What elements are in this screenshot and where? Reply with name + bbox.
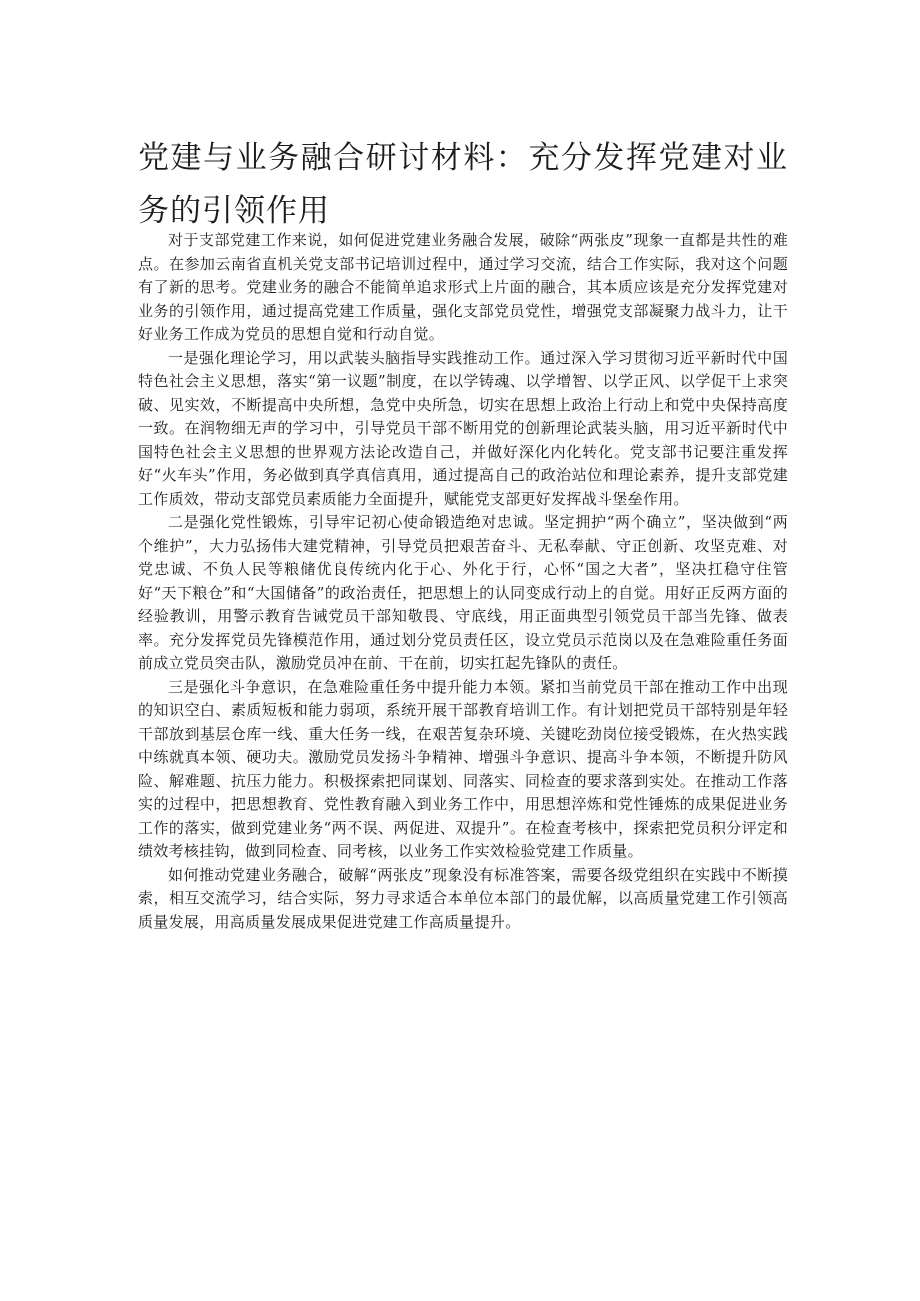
document-body bbox=[138, 229, 788, 934]
paragraph-intro: 对于支部党建工作来说，如何促进党建业务融合发展，破除“两张皮”现象一直都是共性的难点。在参加云南省直机关党支部书记培训过程中，通过学习交流，结合工作实际，我对这个问题有了新的思考。党建业务的融合不能简单追求形式上片面的融合，其本质应该是充分发挥党建对业务的引领作用，通过提高党建工作质量，强化支部党员党性，增强党支部凝聚力战斗力，让干好业务工作成为党员的思想自觉和行动自觉。 bbox=[138, 231, 788, 343]
document-title: 党建与业务融合研讨材料：充分发挥党建对业务的引领作用 bbox=[138, 140, 788, 229]
paragraph-party-spirit: 二是强化党性锻炼，引导牢记初心使命锻造绝对忠诚。坚定拥护“两个确立”，坚决做到“两个维护”，大力弘扬伟大建党精神，引导党员把艰苦奋斗、无私奉献、守正创新、攻坚克难、对党忠诚、不负人民等粮储优良传统内化于心、外化于行，心怀“国之大者”，坚决扛稳守住管好“天下粮仓”和“大国储备”的政治责任，把思想上的认同变成行动上的自觉。用好正反两方面的经验教训，用警示教育告诫党员干部知敬畏、守底线，用正面典型引领党员干部当先锋、做表率。充分发挥党员先锋模范作用，通过划分党员责任区，设立党员示范岗以及在急难险重任务面前成立党员突击队，激励党员冲在前、干在前，切实扛起先锋队的责任。 bbox=[138, 513, 788, 672]
paragraph-conclusion: 如何推动党建业务融合，破解“两张皮”现象没有标准答案，需要各级党组织在实践中不断摸索，相互交流学习，结合实际，努力寻求适合本单位本部门的最优解，以高质量党建工作引领高质量发展，用高质量发展成果促进党建工作高质量提升。 bbox=[138, 865, 788, 931]
paragraph-struggle-awareness: 三是强化斗争意识，在急难险重任务中提升能力本领。紧扣当前党员干部在推动工作中出现的知识空白、素质短板和能力弱项，系统开展干部教育培训工作。有计划把党员干部特别是年轻干部放到基层仓库一线、重大任务一线，在艰苦复杂环境、关键吃劲岗位接受锻炼，在火热实践中练就真本领、硬功夫。激励党员发扬斗争精神、增强斗争意识、提高斗争本领，不断提升防风险、解难题、抗压力能力。积极探索把同谋划、同落实、同检查的要求落到实处。在推动工作落实的过程中，把思想教育、党性教育融入到业务工作中，用思想淬炼和党性锤炼的成果促进业务工作的落实，做到党建业务“两不误、两促进、双提升”。在检查考核中，探索把党员积分评定和绩效考核挂钩，做到同检查、同考核，以业务工作实效检验党建工作质量。 bbox=[138, 677, 788, 860]
paragraph-theory-study: 一是强化理论学习，用以武装头脑指导实践推动工作。通过深入学习贯彻习近平新时代中国特色社会主义思想，落实“第一议题”制度，在以学铸魂、以学增智、以学正风、以学促干上求突破、见实效，不断提高中央所想，急党中央所急，切实在思想上政治上行动上和党中央保持高度一致。在润物细无声的学习中，引导党员干部不断用党的创新理论武装头脑，用习近平新时代中国特色社会主义思想的世界观方法论改造自己，并做好深化内化转化。党支部书记要注重发挥好“火车头”作用，务必做到真学真信真用，通过提高自己的政治站位和理论素养，提升支部党建工作质效，带动支部党员素质能力全面提升，赋能党支部更好发挥战斗堡垒作用。 bbox=[138, 348, 788, 508]
